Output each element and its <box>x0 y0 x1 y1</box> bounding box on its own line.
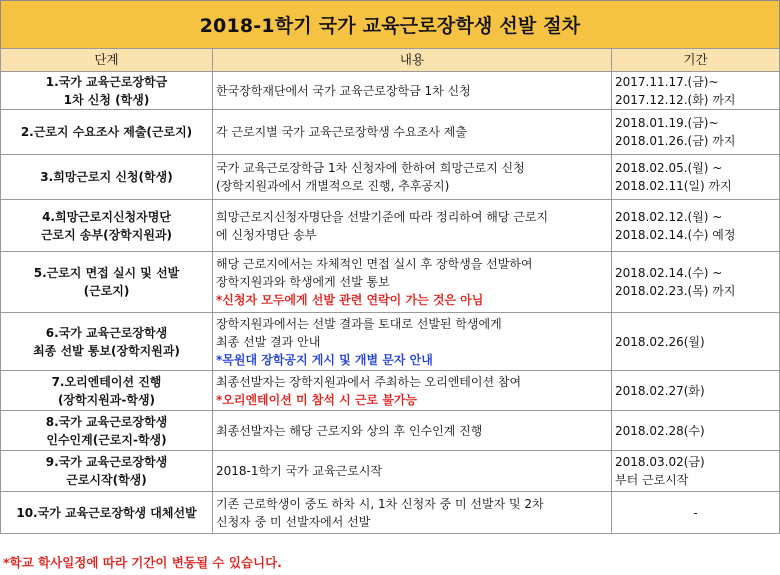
content-cell <box>213 313 612 371</box>
period-line: 2018.01.19.(금)~ <box>615 116 719 130</box>
step-cell <box>1 492 213 534</box>
content-line: (장학지원과에서 개별적으로 진행, 추후공지) <box>216 179 450 193</box>
period-line: 2017.12.12.(화) 까지 <box>615 92 736 107</box>
content-cell <box>213 411 612 451</box>
content-line: 국가 교육근로장학금 1차 신청자에 한하여 희망근로지 신청 <box>216 161 525 175</box>
step-line: 인수인계(근로지-학생) <box>46 432 167 447</box>
header-content: 내용 <box>213 49 612 72</box>
period-line: 2018.02.26(월) <box>615 334 705 349</box>
period-line: 2017.11.17.(금)~ <box>615 74 719 89</box>
period-cell <box>612 411 780 451</box>
content-line: 신청자 중 미 선발자에서 선발 <box>216 514 371 529</box>
content-line: 장학지원과와 학생에게 선발 통보 <box>216 275 390 289</box>
table-row <box>1 411 780 451</box>
step-line: 10.국가 교육근로장학생 대체선발 <box>16 505 197 520</box>
period-line: 2018.02.11(일) 까지 <box>615 179 732 193</box>
step-line: 4.희망근로지신청자명단 <box>42 209 171 224</box>
period-line: 2018.02.12.(월) ~ <box>615 209 723 224</box>
content-line: 최종선발자는 해당 근로지와 상의 후 인수인계 진행 <box>216 423 483 438</box>
content-cell <box>213 451 612 492</box>
step-cell <box>1 110 213 155</box>
period-line: 부터 근로시작 <box>615 473 689 487</box>
procedure-table <box>0 48 780 534</box>
table-row <box>1 200 780 252</box>
header-period: 기간 <box>612 49 780 72</box>
table-row <box>1 492 780 534</box>
content-note-red: *오리엔테이션 미 참석 시 근로 불가능 <box>216 392 418 407</box>
period-line: 2018.03.02(금) <box>615 455 705 469</box>
step-line: (장학지원과-학생) <box>57 392 156 407</box>
step-cell <box>1 252 213 313</box>
content-cell <box>213 252 612 313</box>
footnote: *학교 학사일정에 따라 기간이 변동될 수 있습니다. <box>3 555 282 570</box>
step-line: 9.국가 교육근로장학생 <box>45 455 168 469</box>
table-header-row <box>1 49 780 72</box>
content-cell <box>213 371 612 411</box>
content-line: 에 신청자명단 송부 <box>216 227 317 242</box>
period-line: - <box>693 505 698 520</box>
step-line: 최종 선발 통보(장학지원과) <box>33 343 180 358</box>
period-cell <box>612 72 780 110</box>
step-cell <box>1 371 213 411</box>
content-cell <box>213 155 612 200</box>
header-step: 단계 <box>1 49 213 72</box>
table-row <box>1 72 780 110</box>
step-line: 근로지 송부(장학지원과) <box>40 227 173 242</box>
step-line: 2.근로지 수요조사 제출(근로지) <box>20 125 193 139</box>
period-cell <box>612 451 780 492</box>
content-line: 각 근로지별 국가 교육근로장학생 수요조사 제출 <box>216 125 467 139</box>
table-row <box>1 451 780 492</box>
step-line: 3.희망근로지 신청(학생) <box>40 170 173 184</box>
step-line: 근로시작(학생) <box>66 473 147 487</box>
step-cell <box>1 155 213 200</box>
period-line: 2018.02.28(수) <box>615 423 705 438</box>
step-line: 6.국가 교육근로장학생 <box>45 325 168 340</box>
period-line: 2018.02.23.(목) 까지 <box>615 284 736 298</box>
table-row <box>1 155 780 200</box>
content-line: 기존 근로학생이 중도 하차 시, 1차 신청자 중 미 선발자 및 2차 <box>216 496 544 511</box>
table-row <box>1 110 780 155</box>
content-line: 2018-1학기 국가 교육근로시작 <box>216 464 383 478</box>
content-line: 장학지원과에서는 선발 결과를 토대로 선발된 학생에게 <box>216 316 502 331</box>
step-line: 1.국가 교육근로장학금 <box>45 74 168 89</box>
table-row <box>1 313 780 371</box>
page-title: 2018-1학기 국가 교육근로장학생 선발 절차 <box>0 0 780 49</box>
step-line: (근로지) <box>83 284 130 298</box>
content-line: 해당 근로지에서는 자체적인 면접 실시 후 장학생을 선발하여 <box>216 257 533 271</box>
period-line: 2018.02.05.(월) ~ <box>615 161 723 175</box>
period-cell <box>612 110 780 155</box>
period-line: 2018.01.26.(금) 까지 <box>615 134 736 148</box>
period-cell <box>612 252 780 313</box>
step-line: 7.오리엔테이션 진행 <box>51 374 162 389</box>
content-line: 한국장학재단에서 국가 교육근로장학금 1차 신청 <box>216 83 471 98</box>
period-line: 2018.02.14.(수) ~ <box>615 266 723 280</box>
step-cell <box>1 200 213 252</box>
table-row <box>1 252 780 313</box>
content-cell <box>213 110 612 155</box>
content-line: 최종 선발 결과 안내 <box>216 334 321 349</box>
step-line: 1차 신청 (학생) <box>63 92 150 107</box>
content-cell <box>213 200 612 252</box>
step-line: 8.국가 교육근로장학생 <box>45 414 168 429</box>
period-cell <box>612 200 780 252</box>
step-cell <box>1 411 213 451</box>
table-row <box>1 371 780 411</box>
step-line: 5.근로지 면접 실시 및 선발 <box>33 266 180 280</box>
period-line: 2018.02.14.(수) 예정 <box>615 227 736 242</box>
period-line: 2018.02.27(화) <box>615 383 705 398</box>
step-cell <box>1 451 213 492</box>
period-cell <box>612 371 780 411</box>
step-cell <box>1 313 213 371</box>
content-cell <box>213 72 612 110</box>
content-line: 희망근로지신청자명단을 선발기준에 따라 정리하여 해당 근로지 <box>216 209 549 224</box>
step-cell <box>1 72 213 110</box>
content-note-blue: *목원대 장학공지 게시 및 개별 문자 안내 <box>216 352 433 367</box>
content-line: 최종선발자는 장학지원과에서 주최하는 오리엔테이션 참여 <box>216 374 522 389</box>
content-note-red: *신청자 모두에게 선발 관련 연락이 가는 것은 아님 <box>216 293 484 307</box>
period-cell <box>612 155 780 200</box>
content-cell <box>213 492 612 534</box>
period-cell <box>612 313 780 371</box>
period-cell <box>612 492 780 534</box>
